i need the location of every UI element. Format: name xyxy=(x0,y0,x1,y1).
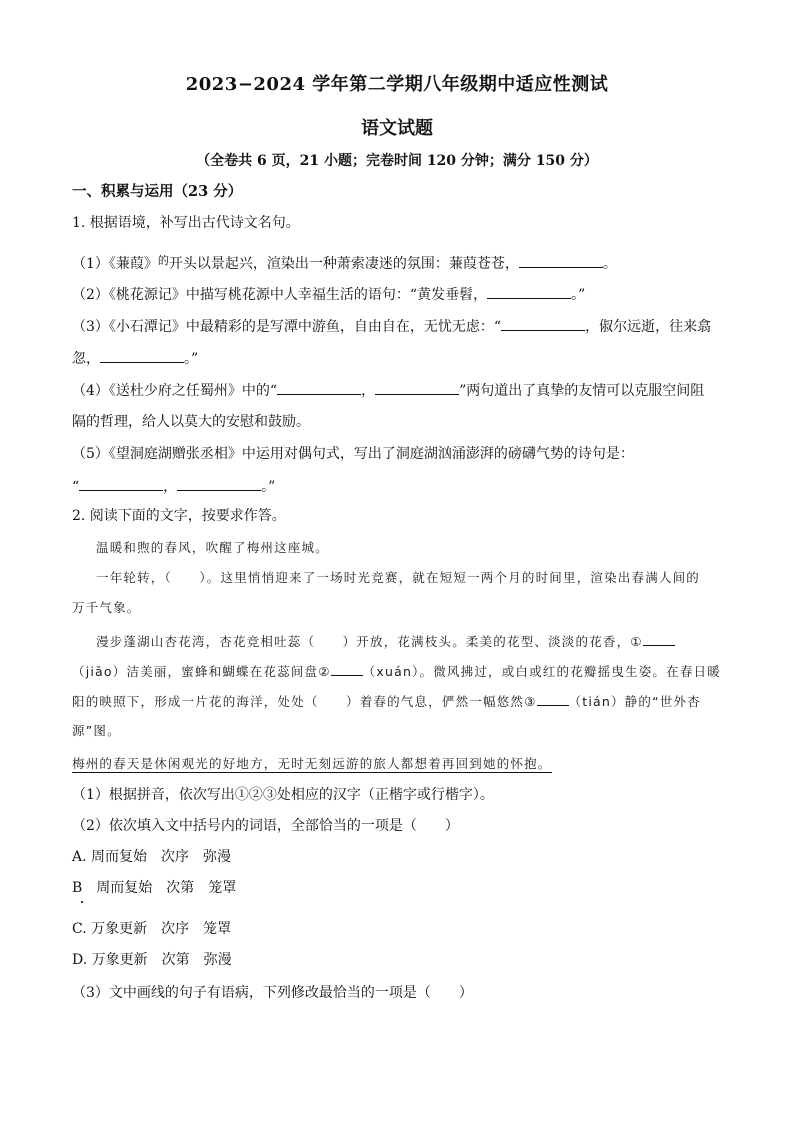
option-c[interactable]: C. 万象更新 次序 笼罩 xyxy=(72,921,232,937)
exam-meta: （全卷共 6 页，21 小题；完卷时间 120 分钟；满分 150 分） xyxy=(196,153,598,169)
q1-item-1-text: （1）《蒹葭》 xyxy=(72,256,158,272)
q1-item-3-text: （3）《小石潭记》中最精彩的是写潭中游鱼，自由自在，无忧无虑：“ xyxy=(72,319,502,335)
answer-blank[interactable] xyxy=(79,476,163,491)
answer-blank[interactable] xyxy=(100,348,184,363)
q1-item-4-cont: 隔的哲理，给人以莫大的安慰和鼓励。 xyxy=(72,414,310,430)
answer-blank[interactable] xyxy=(375,380,459,395)
exam-subject: 语文试题 xyxy=(361,118,433,139)
q2-sub3: （3）文中画线的句子有语病，下列修改最恰当的一项是（ ） xyxy=(72,985,473,1001)
exam-title: 2023−2024 学年第二学期八年级期中适应性测试 xyxy=(185,74,609,95)
option-a[interactable]: A. 周而复始 次序 弥漫 xyxy=(72,849,232,865)
q1-item-5-cont xyxy=(72,476,724,497)
answer-blank[interactable] xyxy=(643,631,675,646)
stray-mark xyxy=(81,901,83,903)
q1-item-4-text-b: ”两句道出了真挚的友情可以克服空间阻 xyxy=(459,383,705,399)
q1-item-1-superscript: 的 xyxy=(157,254,169,267)
q1-item-4 xyxy=(72,380,724,401)
q1-item-1-text-b: 开头以景起兴，渲染出一种萧索凄迷的氛围：蒹葭苍苍， xyxy=(168,256,519,272)
passage-p2b: 万千气象。 xyxy=(72,600,141,615)
passage-p3a xyxy=(96,631,724,652)
q1-item-5-end: 。” xyxy=(261,479,276,495)
passage-p3d: 源”图。 xyxy=(72,723,121,738)
q1-stem: 1. 根据语境，补写出古代诗文名句。 xyxy=(72,215,300,231)
section-heading: 一、积累与运用（23 分） xyxy=(72,183,243,200)
passage-p3c-text-b: （tián）静的“世外杏 xyxy=(568,694,701,709)
q1-item-2-text: （2）《桃花源记》中描写桃花源中人幸福生活的语句：“黄发垂髫， xyxy=(72,287,488,303)
q1-item-5: （5）《望洞庭湖赠张丞相》中运用对偶句式，写出了洞庭湖汹涌澎湃的磅礴气势的诗句是： xyxy=(72,446,634,462)
option-b[interactable]: B 周而复始 次第 笼罩 xyxy=(72,880,237,896)
q1-item-3-end: 。” xyxy=(184,351,199,367)
q2-sub1: （1）根据拼音，依次写出①②③处相应的汉字（正楷字或行楷字）。 xyxy=(72,787,494,803)
q1-item-5-quote: “ xyxy=(72,479,80,495)
passage-p1: 温暖和煦的春风，吹醒了梅州这座城。 xyxy=(96,540,329,555)
q1-item-2 xyxy=(72,284,724,305)
passage-p3c-text: 阳的映照下，形成一片花的海洋，处处（ ）着春的气息，俨然一幅悠然③ xyxy=(72,694,537,709)
passage-p4 xyxy=(72,754,724,774)
q1-item-3 xyxy=(72,316,724,337)
q2-stem: 2. 阅读下面的文字，按要求作答。 xyxy=(72,508,286,524)
answer-blank[interactable] xyxy=(487,284,571,299)
passage-p3b-text: （jiāo）洁美丽，蜜蜂和蝴蝶在花蕊间盘② xyxy=(72,664,331,679)
answer-blank[interactable] xyxy=(331,661,363,676)
underlined-sentence: 梅州的春天是休闲观光的好地方，无时无刻远游的旅人都想着再回到她的怀抱。 xyxy=(72,756,552,771)
q1-item-1 xyxy=(72,251,724,274)
passage-p3b xyxy=(72,661,724,682)
option-d[interactable]: D. 万象更新 次第 弥漫 xyxy=(72,952,232,968)
q1-item-3-cont xyxy=(72,348,724,369)
answer-blank[interactable] xyxy=(501,316,585,331)
q1-item-3-text-b: ，俶尔远逝，往来翕 xyxy=(585,319,712,335)
q1-item-1-end: 。 xyxy=(602,256,617,272)
passage-p3a-text: 漫步蓬湖山杏花湾，杏花竞相吐蕊（ ）开放，花满枝头。柔美的花型、淡淡的花香，① xyxy=(96,634,643,649)
q2-sub2: （2）依次填入文中括号内的词语，全部恰当的一项是（ ） xyxy=(72,818,459,834)
q1-item-5-comma: ， xyxy=(163,479,178,495)
answer-blank[interactable] xyxy=(537,691,569,706)
passage-p3c xyxy=(72,691,724,712)
answer-blank[interactable] xyxy=(519,253,603,268)
q1-item-4-comma: ， xyxy=(361,383,376,399)
passage-p2a: 一年轮转，（ ）。这里悄悄迎来了一场时光竞赛，就在短短一两个月的时间里，渲染出春满人间的 xyxy=(96,570,701,585)
q1-item-4-text: （4）《送杜少府之任蜀州》中的“ xyxy=(72,383,278,399)
q1-item-3-cont-text: 忽， xyxy=(72,351,100,367)
q1-item-2-end: 。” xyxy=(571,287,586,303)
answer-blank[interactable] xyxy=(277,380,361,395)
passage-p3b-text-b: （xuán）。微风拂过，或白或红的花瓣摇曳生姿。在春日暖 xyxy=(362,664,721,679)
answer-blank[interactable] xyxy=(177,476,261,491)
